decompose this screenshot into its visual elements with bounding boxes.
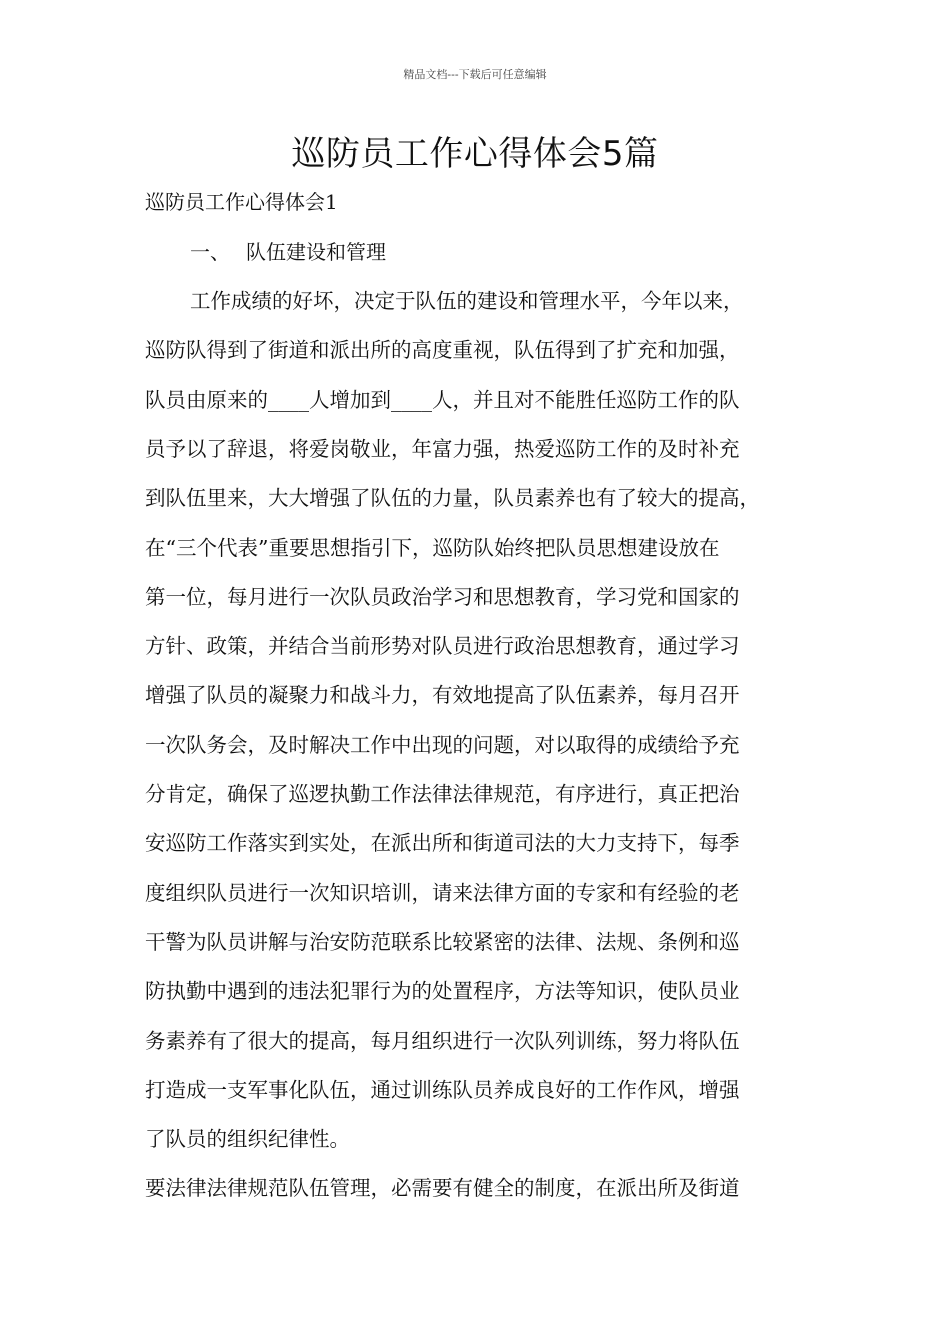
body-line: 干警为队员讲解与治安防范联系比较紧密的法律、法规、条例和巡 [145,929,740,954]
body-line: 第一位，每月进行一次队员政治学习和思想教育，学习党和国家的 [145,584,740,609]
body-line: 打造成一支军事化队伍，通过训练队员养成良好的工作作风，增强 [145,1077,740,1102]
section-number: 一、 [190,240,230,264]
body-line: 方针、政策，并结合当前形势对队员进行政治思想教育，通过学习 [145,634,740,659]
body-line: 到队伍里来，大大增强了队伍的力量，队员素养也有了较大的提高， [145,486,760,511]
body-line: 安巡防工作落实到实处，在派出所和街道司法的大力支持下，每季 [145,831,740,856]
body-line: 防执勤中遇到的违法犯罪行为的处置程序，方法等知识，使队员业 [145,979,740,1004]
body-line: 巡防队得到了街道和派出所的高度重视，队伍得到了扩充和加强， [145,338,740,363]
body-line: 增强了队员的凝聚力和战斗力，有效地提高了队伍素养，每月召开 [145,683,740,708]
body-line: 要法律法律规范队伍管理，必需要有健全的制度，在派出所及街道 [145,1176,740,1201]
subtitle: 巡防员工作心得体会1 [145,190,338,214]
body-line: 员予以了辞退，将爱岗敬业，年富力强，热爱巡防工作的及时补充 [145,436,740,461]
body-line: 工作成绩的好坏，决定于队伍的建设和管理水平，今年以来， [190,289,744,313]
page-title: 巡防员工作心得体会5篇 [291,134,659,174]
body-line: 务素养有了很大的提高，每月组织进行一次队列训练，努力将队伍 [145,1028,740,1053]
body-line: 度组织队员进行一次知识培训，请来法律方面的专家和有经验的老 [145,880,740,905]
body-line: 分肯定，确保了巡逻执勤工作法律法律规范，有序进行，真正把治 [145,782,740,806]
body-line: 一次队务会，及时解决工作中出现的问题，对以取得的成绩给予充 [145,732,740,757]
body-line: 了队员的组织纪律性。 [145,1127,350,1152]
section-heading [190,236,386,265]
body-line: 队员由原来的____人增加到____人，并且对不能胜任巡防工作的队 [145,387,740,412]
body-line: 在“三个代表”重要思想指引下，巡防队始终把队员思想建设放在 [145,535,720,560]
header-note: 精品文档---下载后可任意编辑 [403,68,547,81]
section-heading-text: 队伍建设和管理 [246,240,386,264]
